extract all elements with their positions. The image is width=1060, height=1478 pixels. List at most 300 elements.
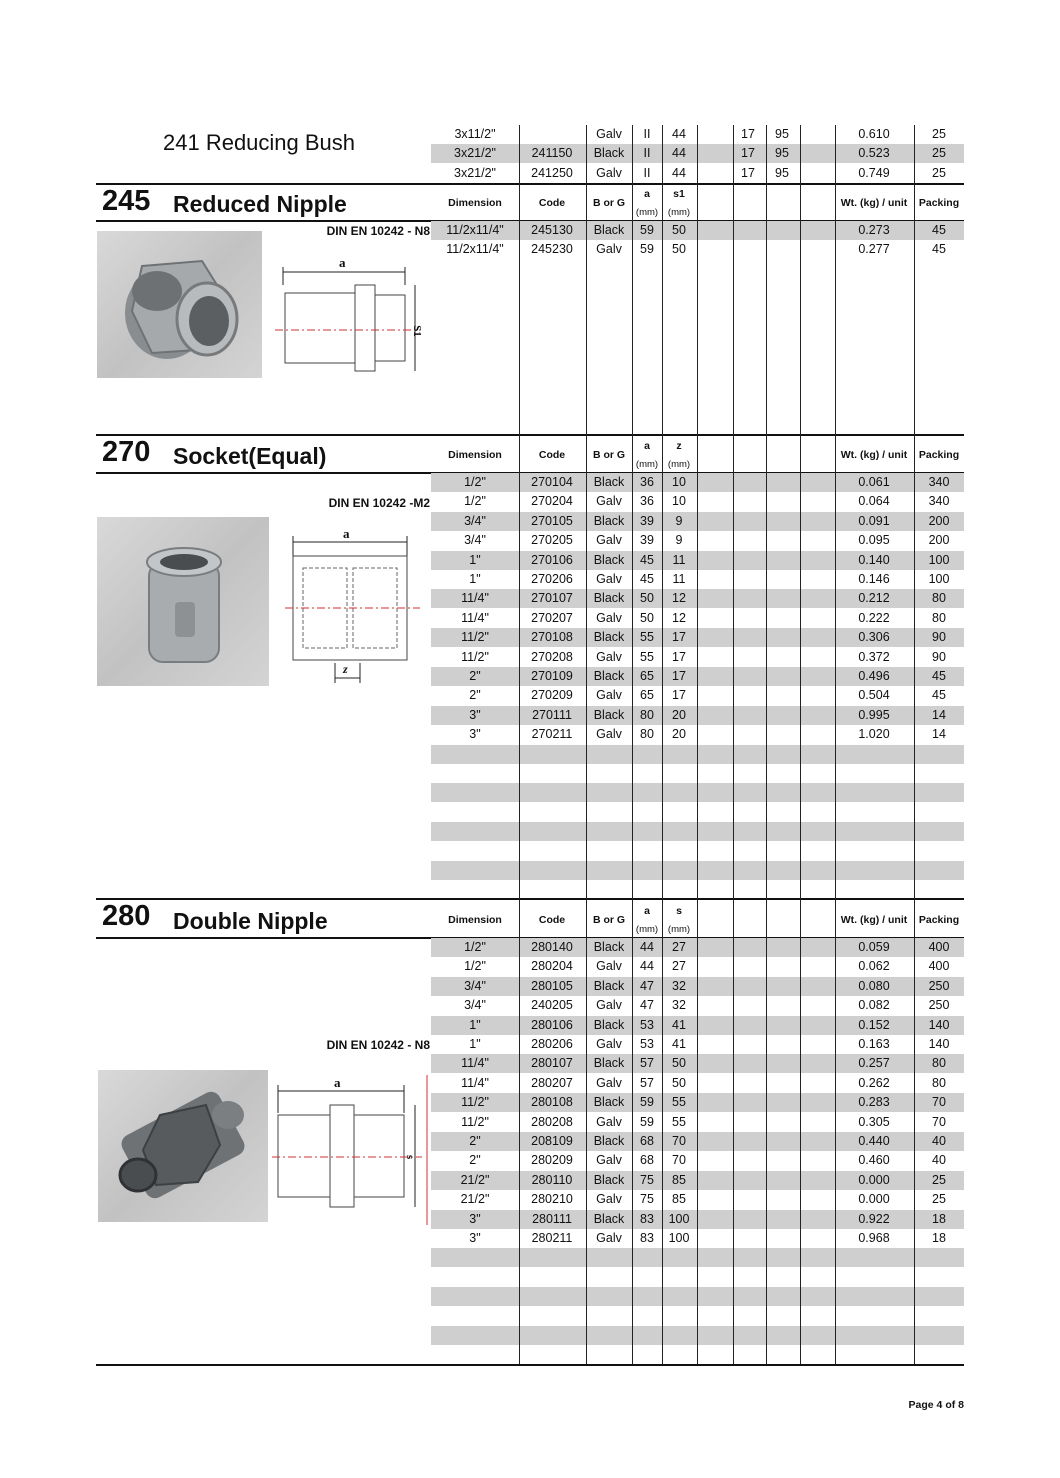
cell-b: 32 [672,998,686,1013]
cell-bg: Black [593,1095,625,1110]
cell-a: 57 [640,1056,654,1071]
column-header-dimension: Dimension [448,449,502,461]
cell-wt: 0.968 [858,1231,890,1245]
cell-bg: Galv [596,494,622,509]
column-header-col-a: a [644,905,650,917]
cell-a: 55 [640,649,654,664]
column-header-packing: Packing [918,914,960,926]
column-header-mm: (mm) [635,459,659,470]
cell-pk: 18 [932,1231,946,1245]
cell-b: 50 [672,223,686,237]
section-245-din: DIN EN 10242 - N8 [326,224,430,238]
drawing-label-a: a [334,1075,341,1090]
column-divider [733,125,734,1364]
cell-dim: 1/2" [464,494,486,509]
reduced-nipple-drawing [275,255,435,390]
section-280-title: Double Nipple [173,908,328,934]
cell-code: 270206 [531,572,573,586]
cell-bg: Black [593,146,625,161]
cell-dim: 11/4" [461,610,489,625]
cell-b: 85 [672,1172,686,1187]
cell-code: 280108 [531,1095,573,1110]
cell-wt: 0.610 [858,127,890,141]
cell-a: 45 [640,572,654,586]
cell-code: 245230 [531,242,573,257]
column-divider [766,125,767,1364]
cell-b: 70 [672,1153,686,1168]
section-241-title: 241 Reducing Bush [163,130,356,155]
cell-pk: 45 [932,223,946,237]
section-270-din: DIN EN 10242 -M2 [328,496,430,510]
cell-bg: Galv [596,533,622,548]
cell-pk: 40 [932,1153,946,1168]
cell-b: 70 [672,1134,686,1148]
cell-wt: 0.095 [858,533,890,548]
cell-pk: 18 [932,1211,946,1226]
cell-dim: 2" [469,669,481,683]
cell-a: 65 [640,669,654,683]
cell-b: 32 [672,978,686,993]
cell-b: 17 [672,688,686,703]
cell-bg: Black [593,223,625,237]
cell-pk: 14 [932,727,946,742]
column-divider [519,125,520,1364]
column-header-col-b: z [676,440,682,452]
cell-pk: 250 [928,978,950,993]
cell-dim: 3/4" [464,533,486,548]
cell-a: 80 [640,707,654,722]
cell-dim: 11/4" [461,1056,489,1071]
cell-b: 55 [672,1114,686,1129]
cell-dim: 11/2" [461,649,489,664]
cell-bg: Black [593,552,625,567]
column-header-col-b: s1 [673,188,685,200]
cell-wt: 0.749 [858,165,890,180]
cell-pk: 400 [928,940,950,954]
cell-a: 65 [640,688,654,703]
cell-code: 270108 [531,630,573,645]
section-270-top-rule [96,434,964,436]
cell-dim: 3" [469,1211,481,1226]
cell-b: 100 [668,1211,690,1226]
double-nipple-photo [98,1070,268,1222]
cell-pk: 80 [932,1075,946,1090]
cell-a: 55 [640,630,654,645]
double-nipple-drawing [272,1075,437,1230]
cell-wt: 0.212 [858,591,890,606]
cell-pk: 140 [928,1037,950,1051]
cell-code: 270204 [531,494,573,509]
section-270-title: Socket(Equal) [173,443,327,469]
column-divider [632,125,633,1364]
cell-a: 53 [640,1017,654,1032]
cell-a: 75 [640,1172,654,1187]
cell-a: 68 [640,1134,654,1148]
section-280-top-rule [96,898,964,900]
cell-dim: 3x21/2" [454,165,496,180]
cell-wt: 0.061 [858,475,890,489]
cell-a: 45 [640,552,654,567]
cell-pk: 25 [932,1172,946,1187]
section-280-din: DIN EN 10242 - N8 [326,1038,430,1052]
cell-bg: Black [593,475,625,489]
column-header-code: Code [538,914,566,926]
cell-bg: Black [593,669,625,683]
cell-dim: 2" [469,1153,481,1168]
cell-code: 270209 [531,688,573,703]
section-245-number: 245 [102,185,151,217]
cell-a: 59 [640,242,654,257]
cell-pk: 90 [932,649,946,664]
cell-pk: 340 [928,494,950,509]
cell-wt: 0.152 [858,1017,890,1032]
cell-wt: 0.283 [858,1095,890,1110]
cell-b: 9 [675,513,683,528]
cell-code: 280111 [532,1211,572,1226]
cell-dim: 11/4" [461,1075,489,1090]
cell-code: 280207 [531,1075,573,1090]
column-header-mm: (mm) [635,207,659,218]
cell-b: 17 [672,649,686,664]
cell-code: 280208 [531,1114,573,1129]
cell-b: 44 [672,146,686,161]
cell-b: 20 [672,727,686,742]
cell-dim: 2" [469,688,481,703]
section-245-top-rule [96,183,964,185]
cell-pk: 400 [928,959,950,974]
cell-dim: 11/2x11/4" [446,242,504,257]
column-header-weight: Wt. (kg) / unit [840,197,908,209]
cell-wt: 0.163 [858,1037,890,1051]
cell-pk: 45 [932,242,946,257]
drawing-label-z: z [343,662,348,676]
column-header-col-a: a [644,188,650,200]
cell-b: 27 [672,940,686,954]
cell-code: 280105 [531,978,573,993]
cell-dim: 3x11/2" [454,127,496,141]
column-header-col-b: s [676,905,682,917]
cell-wt: 0.277 [858,242,890,257]
cell-pk: 25 [932,146,946,161]
cell-code: 270106 [531,552,573,567]
column-header-b-or_g: B or G [592,449,626,461]
cell-a: 36 [640,494,654,509]
cell-b: 44 [672,127,686,141]
cell-wt: 0.222 [858,610,890,625]
cell-a: 39 [640,513,654,528]
cell-wt: 0.372 [858,649,890,664]
column-header-weight: Wt. (kg) / unit [840,914,908,926]
cell-code: 241250 [531,165,573,180]
cell-bg: Black [593,978,625,993]
cell-wt: 0.059 [858,940,890,954]
column-header-packing: Packing [918,449,960,461]
cell-b: 11 [672,572,686,586]
cell-dim: 1" [469,552,481,567]
cell-wt: 0.262 [858,1075,890,1090]
cell-bg: Galv [596,1231,622,1245]
cell-bg: Black [593,1172,625,1187]
cell-pk: 140 [928,1017,950,1032]
cell-pk: 40 [932,1134,946,1148]
column-header-dimension: Dimension [448,914,502,926]
cell-dim: 11/2" [461,1114,489,1129]
cell-code: 280209 [531,1153,573,1168]
cell-code: 270105 [531,513,573,528]
page-number: Page 4 of 8 [908,1399,964,1411]
cell-b: 41 [672,1037,686,1051]
cell-wt: 0.995 [858,707,890,722]
cell-code: 280206 [531,1037,573,1051]
cell-b: 20 [672,707,686,722]
cell-bg: Galv [596,1192,622,1207]
column-header-code: Code [538,449,566,461]
cell-code: 241150 [531,146,573,161]
section-270-number: 270 [102,436,151,468]
cell-pk: 100 [928,552,950,567]
reduced-nipple-photo [97,231,262,378]
section-280-number: 280 [102,900,151,932]
cell-wt: 0.306 [858,630,890,645]
cell-code: 280204 [531,959,573,974]
cell-dim: 3/4" [464,978,486,993]
cell-dim: 11/2" [461,1095,489,1110]
cell-pk: 25 [932,165,946,180]
cell-code: 270104 [531,475,573,489]
cell-a: 44 [640,959,654,974]
cell-b: 44 [672,165,686,180]
cell-bg: Galv [596,1153,622,1168]
cell-bg: Galv [596,959,622,974]
cell-pk: 70 [932,1095,946,1110]
cell-pk: 80 [932,1056,946,1071]
cell-code: 245130 [531,223,573,237]
cell-dim: 3/4" [464,998,486,1013]
cell-c17: 17 [741,146,755,161]
column-header-mm: (mm) [667,207,691,218]
cell-b: 10 [672,475,686,489]
cell-pk: 80 [932,591,946,606]
cell-code: 270111 [532,707,572,722]
cell-bg: Black [593,630,625,645]
cell-wt: 0.146 [858,572,890,586]
cell-dim: 3" [469,1231,481,1245]
column-divider [835,125,836,1364]
cell-dim: 3x21/2" [454,146,496,161]
cell-a: 53 [640,1037,654,1051]
drawing-label-s: s [404,1154,417,1160]
cell-b: 100 [668,1231,690,1245]
cell-pk: 340 [928,475,950,489]
cell-bg: Galv [596,610,622,625]
cell-dim: 11/4" [461,591,489,606]
cell-code: 270211 [531,727,573,742]
cell-code: 280106 [531,1017,573,1032]
drawing-label-a: a [343,526,350,541]
cell-bg: Galv [596,998,622,1013]
cell-pk: 45 [932,669,946,683]
cell-a: 75 [640,1192,654,1207]
column-header-code: Code [538,197,566,209]
column-divider [586,125,587,1364]
cell-c17: 17 [741,165,755,180]
cell-code: 270205 [531,533,573,548]
cell-wt: 0.000 [858,1192,890,1207]
cell-wt: 0.062 [858,959,890,974]
cell-b: 41 [672,1017,686,1032]
cell-bg: Galv [596,165,622,180]
column-divider [914,125,915,1364]
cell-code: 280140 [531,940,573,954]
cell-b: 9 [675,533,683,548]
cell-pk: 25 [932,1192,946,1207]
column-header-mm: (mm) [667,924,691,935]
cell-a: 57 [640,1075,654,1090]
cell-dim: 1" [469,572,481,586]
cell-dim: 1/2" [464,959,486,974]
cell-wt: 0.091 [858,513,890,528]
cell-a: 59 [640,223,654,237]
cell-a: II [643,165,651,180]
cell-wt: 0.523 [858,146,890,161]
cell-wt: 0.496 [858,669,890,683]
cell-bg: Galv [596,1037,622,1051]
column-divider [800,125,801,1364]
cell-pk: 25 [932,127,946,141]
cell-bg: Galv [596,242,622,257]
cell-code: 280110 [531,1172,573,1187]
cell-bg: Black [593,513,625,528]
cell-dim: 11/2" [461,630,489,645]
cell-wt: 0.140 [858,552,890,567]
cell-bg: Galv [596,127,622,141]
cell-a: 47 [640,978,654,993]
cell-a: 47 [640,998,654,1013]
cell-dim: 21/2" [460,1192,490,1207]
column-divider [697,125,698,1364]
cell-code: 280210 [531,1192,573,1207]
cell-code: 270109 [531,669,573,683]
cell-bg: Galv [596,649,622,664]
cell-wt: 0.504 [858,688,890,703]
cell-pk: 90 [932,630,946,645]
cell-b: 50 [672,242,686,257]
cell-b: 27 [672,959,686,974]
cell-wt: 0.922 [858,1211,890,1226]
cell-b: 11 [672,552,686,567]
cell-a: 83 [640,1211,654,1226]
cell-b: 12 [672,591,686,606]
column-header-mm: (mm) [667,459,691,470]
cell-a: 80 [640,727,654,742]
section-245-title: Reduced Nipple [173,191,347,217]
cell-pk: 250 [928,998,950,1013]
column-header-b-or_g: B or G [592,914,626,926]
cell-pk: 70 [932,1114,946,1129]
cell-bg: Galv [596,1075,622,1090]
cell-pk: 45 [932,688,946,703]
cell-a: 50 [640,591,654,606]
cell-a: 68 [640,1153,654,1168]
cell-b: 10 [672,494,686,509]
cell-a: 36 [640,475,654,489]
cell-a: II [643,127,651,141]
cell-bg: Black [593,1134,625,1148]
cell-wt: 0.082 [858,998,890,1013]
cell-code: 280107 [531,1056,573,1071]
cell-bg: Galv [596,1114,622,1129]
cell-dim: 3/4" [464,513,486,528]
column-header-col-a: a [644,440,650,452]
column-header-mm: (mm) [635,924,659,935]
cell-code: 280211 [531,1231,573,1245]
cell-a: 39 [640,533,654,548]
cell-c95: 95 [775,146,789,161]
cell-b: 50 [672,1056,686,1071]
cell-c95: 95 [775,165,789,180]
cell-bg: Black [593,1017,625,1032]
column-header-weight: Wt. (kg) / unit [840,449,908,461]
cell-code: 270208 [531,649,573,664]
cell-code: 240205 [531,998,573,1013]
cell-b: 17 [672,630,686,645]
cell-bg: Black [593,1211,625,1226]
cell-a: 83 [640,1231,654,1245]
table-bottom-rule [96,1364,964,1366]
cell-dim: 11/2x11/4" [446,223,504,237]
cell-a: 59 [640,1095,654,1110]
cell-code: 208109 [531,1134,573,1148]
cell-code [522,125,582,144]
cell-wt: 0.273 [858,223,890,237]
cell-pk: 200 [928,533,950,548]
cell-pk: 80 [932,610,946,625]
column-header-dimension: Dimension [448,197,502,209]
cell-pk: 14 [932,707,946,722]
cell-bg: Black [593,591,625,606]
cell-wt: 0.064 [858,494,890,509]
cell-b: 55 [672,1095,686,1110]
cell-a: 59 [640,1114,654,1129]
cell-wt: 0.460 [858,1153,890,1168]
cell-dim: 1/2" [464,475,486,489]
cell-dim: 3" [469,727,481,742]
column-header-packing: Packing [918,197,960,209]
drawing-label-s1: S1 [410,325,423,337]
cell-c17: 17 [741,127,755,141]
cell-bg: Galv [596,572,622,586]
socket-drawing [285,528,420,693]
drawing-label-a: a [339,255,346,270]
cell-dim: 1/2" [464,940,486,954]
cell-bg: Galv [596,727,622,742]
cell-a: 50 [640,610,654,625]
cell-dim: 3" [469,707,481,722]
cell-dim: 1" [469,1017,481,1032]
cell-b: 17 [672,669,686,683]
cell-wt: 0.305 [858,1114,890,1129]
column-header-b-or_g: B or G [592,197,626,209]
cell-bg: Black [593,940,625,954]
cell-wt: 0.257 [858,1056,890,1071]
cell-code: 270207 [531,610,573,625]
cell-pk: 100 [928,572,950,586]
cell-b: 50 [672,1075,686,1090]
cell-bg: Galv [596,688,622,703]
cell-a: II [643,146,651,161]
cell-bg: Black [593,707,625,722]
cell-wt: 1.020 [858,727,890,742]
